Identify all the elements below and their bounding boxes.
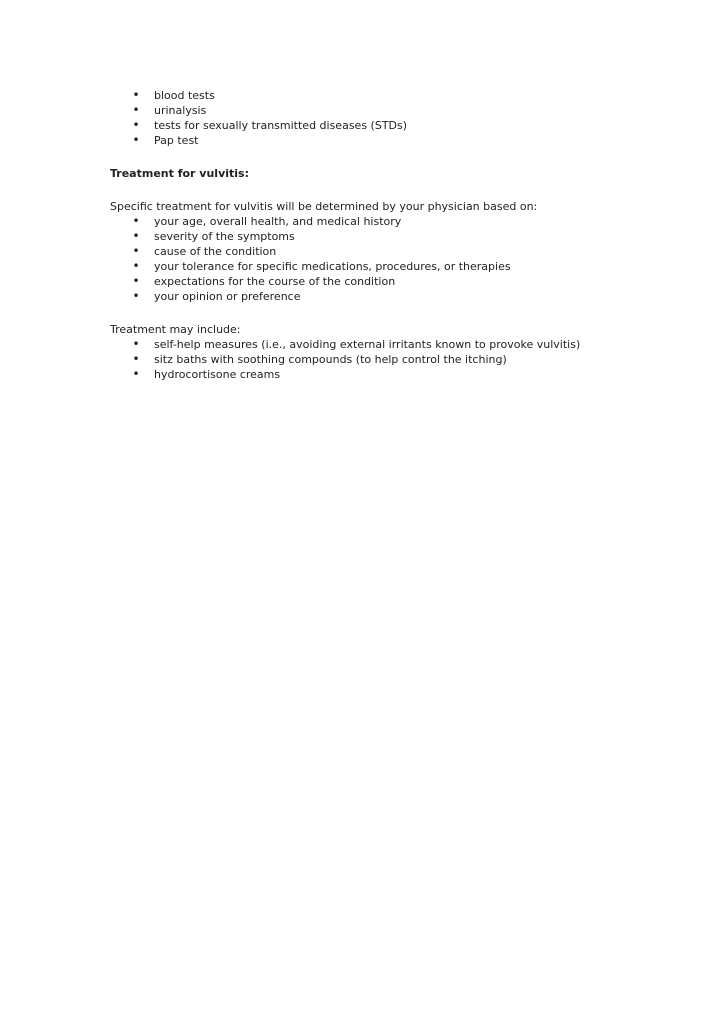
list-item [110, 244, 690, 259]
intro-paragraph: Specific treatment for vulvitis will be determined by your physician based on: [110, 200, 538, 213]
bullet-icon: • [132, 289, 140, 303]
treatment-may-include: Treatment may include: [110, 323, 241, 336]
list-item [110, 229, 690, 244]
bullet-icon: • [132, 229, 140, 243]
list-item-text: tests for sexually transmitted diseases (STDs) [154, 119, 408, 132]
list-item [110, 367, 690, 382]
list-item-text: blood tests [154, 89, 215, 102]
list-item-text: your age, overall health, and medical history [154, 215, 402, 228]
bullet-icon: • [132, 118, 140, 132]
list-item-text: expectations for the course of the condition [154, 275, 396, 288]
list-item [110, 133, 690, 148]
bullet-icon: • [132, 352, 140, 366]
diagnostic-tests-list [110, 88, 690, 148]
list-item [110, 274, 690, 289]
treatment-options-list [110, 337, 690, 382]
document-content [110, 88, 690, 382]
list-item-text: severity of the symptoms [154, 230, 295, 243]
bullet-icon: • [132, 337, 140, 351]
list-item-text: self-help measures (i.e., avoiding external irritants known to provoke vulvitis) [154, 338, 581, 351]
treatment-factors-list [110, 214, 690, 304]
list-item [110, 352, 690, 367]
list-item [110, 259, 690, 274]
bullet-icon: • [132, 367, 140, 381]
list-item [110, 214, 690, 229]
list-item [110, 88, 690, 103]
list-item [110, 118, 690, 133]
list-item [110, 289, 690, 304]
list-item [110, 337, 690, 352]
list-item-text: urinalysis [154, 104, 207, 117]
list-item-text: sitz baths with soothing compounds (to help control the itching) [154, 353, 507, 366]
list-item-text: Pap test [154, 134, 199, 147]
bullet-icon: • [132, 133, 140, 147]
list-item-text: cause of the condition [154, 245, 277, 258]
list-item-text: your opinion or preference [154, 290, 301, 303]
list-item-text: hydrocortisone creams [154, 368, 281, 381]
bullet-icon: • [132, 274, 140, 288]
bullet-icon: • [132, 214, 140, 228]
list-item [110, 103, 690, 118]
list-item-text: your tolerance for specific medications, procedures, or therapies [154, 260, 511, 273]
bullet-icon: • [132, 103, 140, 117]
treatment-heading: Treatment for vulvitis: [110, 167, 249, 180]
bullet-icon: • [132, 244, 140, 258]
bullet-icon: • [132, 259, 140, 273]
bullet-icon: • [132, 88, 140, 102]
